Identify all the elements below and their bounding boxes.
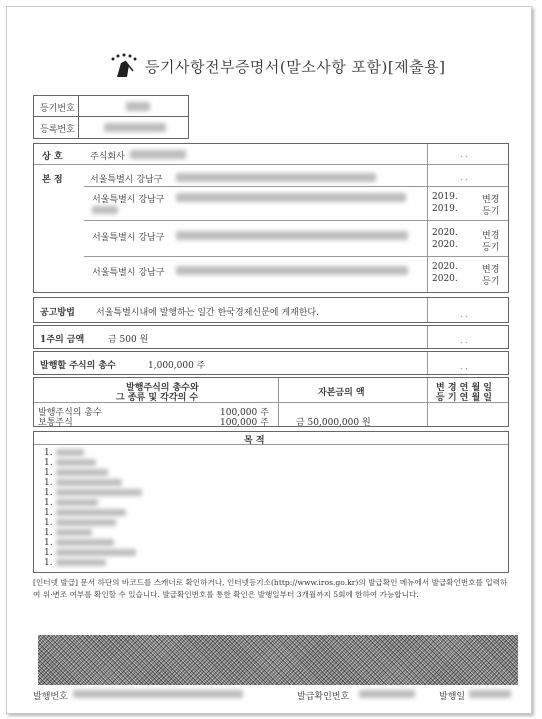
capital-amount-value: 금 50,000,000 원 — [296, 418, 371, 428]
reg-date-3: 2020. — [432, 274, 458, 284]
date-dots: . . — [460, 362, 468, 371]
redacted-purpose-item — [56, 449, 84, 456]
footer-notice: [인터넷 발급] 문서 하단의 바코드를 스캐너로 확인하거나, 인터넷등기소(http://www.iros.go.kr)의 발급확인 메뉴에서 발급확인번호를 입력하여 위·변조 여부를 확인할 수 있습니다. 발급확인번호를 통한 확인은 발행일부터 3개월까지 5회에 한하여 가능합니다. — [33, 578, 508, 599]
purpose-header: 목 적 — [244, 436, 265, 446]
company-box — [33, 143, 509, 293]
capital-col1-header-a: 발행주식의 총수와 — [126, 383, 199, 393]
certificate-page — [6, 6, 532, 714]
share-price-label: 1주의 금액 — [40, 335, 85, 345]
capital-row2-value: 100,000 주 — [220, 418, 269, 428]
notice-method-value: 서울특별시내에 발행하는 일간 한국경제신문에 게재한다. — [96, 308, 319, 318]
date-dots: . . — [460, 336, 468, 345]
reg-note-1: 등기 — [482, 207, 500, 217]
redacted-company-name — [130, 150, 186, 159]
purpose-item: 1. — [44, 518, 53, 528]
capital-col3-header-b: 등 기 연 월 일 — [436, 393, 493, 403]
share-price-box — [33, 325, 509, 349]
purpose-item: 1. — [44, 478, 53, 488]
redacted-address-3 — [176, 266, 408, 275]
reg-note-3: 등기 — [482, 277, 500, 287]
reg-date-1: 2019. — [432, 204, 458, 214]
address-1: 서울특별시 강남구 — [92, 195, 165, 205]
redacted-address-1b — [92, 206, 118, 214]
date-dots: . . — [460, 173, 468, 182]
total-shares-label: 발행할 주식의 총수 — [40, 361, 116, 371]
redacted-purpose-item — [56, 539, 114, 546]
issue-date-label: 발행일 — [439, 692, 466, 702]
change-date-3: 2020. — [432, 262, 458, 272]
purpose-box — [33, 431, 509, 573]
redacted-purpose-item — [56, 509, 126, 516]
capital-col2-header: 자본금의 액 — [318, 388, 365, 398]
capital-col1-header-b: 그 종류 및 각각의 수 — [116, 393, 199, 403]
redacted-confirm-number — [359, 690, 415, 698]
purpose-item: 1. — [44, 538, 53, 548]
purpose-item: 1. — [44, 448, 53, 458]
purpose-item: 1. — [44, 458, 53, 468]
address-0: 서울특별시 강남구 — [90, 175, 163, 185]
purpose-item: 1. — [44, 498, 53, 508]
purpose-item: 1. — [44, 508, 53, 518]
company-name-label: 상 호 — [42, 152, 63, 162]
document-header — [107, 53, 446, 79]
purpose-item: 1. — [44, 468, 53, 478]
date-dots: . . — [460, 310, 468, 319]
redacted-issue-date — [469, 690, 511, 698]
date-dots: . . — [460, 150, 468, 159]
issue-number-label: 발행번호 — [33, 692, 68, 702]
address-3: 서울특별시 강남구 — [92, 268, 165, 278]
redacted-address-1 — [176, 193, 406, 202]
change-date-1: 2019. — [432, 192, 458, 202]
total-shares-box — [33, 351, 509, 375]
document-title: 등기사항전부증명서(말소사항 포함)[제출용] — [145, 57, 446, 76]
purpose-item: 1. — [44, 488, 53, 498]
address-2: 서울특별시 강남구 — [92, 233, 165, 243]
company-name-value: 주식회사 — [90, 152, 125, 162]
total-shares-value: 1,000,000 주 — [148, 361, 206, 371]
reg-date-2: 2020. — [432, 240, 458, 250]
reg-serial-label: 등록번호 — [40, 125, 75, 135]
redacted-purpose-item — [56, 529, 92, 536]
change-date-2: 2020. — [432, 228, 458, 238]
capital-row1-label: 발행주식의 총수 — [38, 408, 102, 418]
redacted-purpose-item — [56, 469, 108, 476]
redacted-address-2 — [176, 231, 408, 240]
capital-row1-value: 100,000 주 — [220, 408, 269, 418]
reg-number-label: 등기번호 — [40, 104, 75, 114]
redacted-purpose-item — [56, 519, 116, 526]
redacted-address-0 — [176, 173, 376, 182]
change-note-3: 변경 — [482, 265, 500, 275]
redacted-purpose-item — [56, 499, 98, 506]
head-office-label: 본 점 — [42, 175, 63, 185]
court-emblem-icon — [107, 53, 141, 79]
redacted-issue-number — [73, 690, 243, 698]
change-note-2: 변경 — [482, 231, 500, 241]
redacted-purpose-item — [56, 489, 142, 496]
confirm-number-label: 발급확인번호 — [297, 692, 350, 702]
redacted-purpose-item — [56, 459, 96, 466]
redacted-reg-serial — [104, 123, 166, 132]
purpose-item: 1. — [44, 528, 53, 538]
redacted-reg-number — [126, 102, 150, 111]
security-barcode — [38, 635, 518, 685]
capital-row2-label: 보통주식 — [38, 418, 73, 428]
reg-note-2: 등기 — [482, 243, 500, 253]
purpose-item: 1. — [44, 558, 53, 568]
notice-method-label: 공고방법 — [40, 308, 75, 318]
change-note-1: 변경 — [482, 195, 500, 205]
redacted-purpose-item — [56, 549, 136, 556]
redacted-purpose-item — [56, 479, 122, 486]
registration-box — [33, 95, 189, 139]
redacted-purpose-item — [56, 559, 106, 566]
share-price-value: 금 500 원 — [108, 335, 149, 345]
capital-col3-header-a: 변 경 연 월 일 — [436, 383, 493, 393]
purpose-item: 1. — [44, 548, 53, 558]
notice-method-box — [33, 297, 509, 323]
capital-table — [33, 377, 509, 427]
